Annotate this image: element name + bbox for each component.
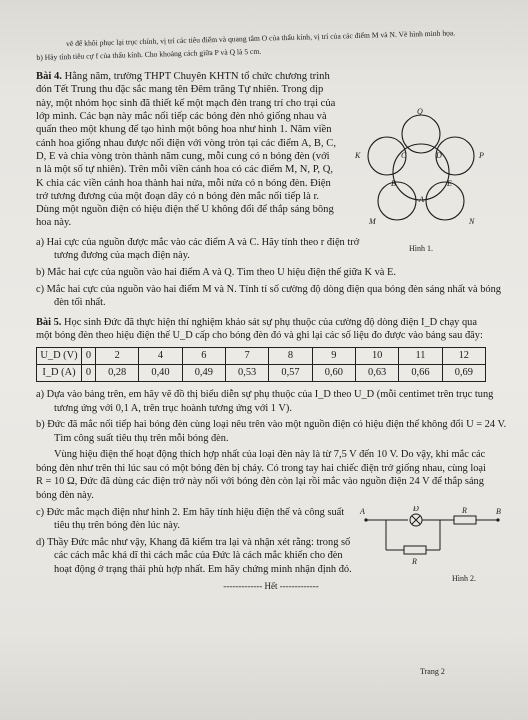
table-cell: 6 <box>182 347 225 364</box>
resistor-2 <box>404 546 426 554</box>
problem4-question-c: c) Mắc hai cực của nguồn vào hai điểm M và N. Tính tỉ số cường độ dòng điện qua bóng đèn sáng nhất và bóng đèn tối nhất. <box>36 283 501 309</box>
problem4 <box>36 70 506 310</box>
label-P: P <box>479 151 484 161</box>
label-Q: Q <box>417 107 423 117</box>
petal-bottom-right <box>426 182 464 220</box>
table-cell: 8 <box>269 347 312 364</box>
problem4-question-b: b) Mắc hai cực của nguồn vào hai điểm A và Q. Tìm theo U hiệu điện thế giữa K và E. <box>36 266 396 278</box>
figure-1-caption: Hình 1. <box>409 244 433 254</box>
problem3-tail <box>36 27 501 62</box>
problem5 <box>36 316 506 594</box>
end-marker: ------------- Hết ------------- <box>223 580 319 591</box>
problem5-bottom <box>36 505 506 584</box>
table-cell: 4 <box>139 347 182 364</box>
problem5-text: Học sinh Đức đã thực hiện thí nghiệm khảo sát sự phụ thuộc của cường độ dòng điện I_D chạy qua một bóng đèn theo hiệu điện thế U_D cấp cho bóng đèn đó và ghi lại các số liệu đo được vào bảng sau đây: <box>36 316 483 342</box>
problem5-question-d: d) Thầy Đức mắc như vậy, Khang đã kiểm tra lại và nhận xét rằng: trong số các cách mắc khả dĩ thì cách mắc của Đức là cách mắc khiến cho đèn hoạt động ở trạng thái phù hợp nhất. Em hãy chứng minh nhận định đó. <box>36 536 352 576</box>
problem3-question-b: b) Hãy tính tiêu cự f của thấu kính. Cho khoảng cách giữa P và Q là 5 cm. <box>36 46 262 62</box>
table-cell: 0 <box>82 347 96 364</box>
problem5-question-b: b) Đức đã mắc nối tiếp hai bóng đèn cùng loại nêu trên vào một nguồn điện có hiệu điện thế không đổi U = 24 V. Tìm công suất tiêu thụ trên mỗi bóng đèn. <box>36 419 507 444</box>
label2-A: A <box>360 506 365 516</box>
resistor-1 <box>454 516 476 524</box>
table-row <box>37 364 486 381</box>
table-cell: 0,28 <box>96 364 139 381</box>
label-E: E <box>447 179 452 189</box>
flower-circuit-diagram <box>351 106 491 236</box>
table-cell: 12 <box>442 347 485 364</box>
page-number: Trang 2 <box>420 667 445 676</box>
problem4-intro <box>36 70 336 230</box>
problem5-title: Bài 5. <box>36 316 62 328</box>
figure-2 <box>356 506 506 586</box>
label-C: C <box>401 151 407 161</box>
table-cell: 0 <box>82 364 96 381</box>
label2-R2: R <box>412 556 417 566</box>
label2-B: B <box>496 506 501 516</box>
table-cell: 0,66 <box>399 364 442 381</box>
label2-R1: R <box>462 505 467 515</box>
petal-top <box>402 115 440 153</box>
problem3-text: vẽ để khôi phục lại trục chính, vị trí các tiêu điểm và quang tâm O của thấu kính, vị trí của các điểm M và N. Vẽ hình minh họa. <box>65 28 456 49</box>
table-cell: 0,57 <box>269 364 312 381</box>
problem4-text: Hằng năm, trường THPT Chuyên KHTN tổ chức chương trình đón Tết Trung thu đặc sắc mang tên Đêm trăng Tự nhiên. Trong dịp này, một nhóm học sinh đã thiết kế một mạch đèn trang trí cho trại của lớp mình. Các bạn này mắc nối tiếp các bóng đèn nhỏ giống nhau và quấn theo một khung để tạo hình một bông hoa như hình 1. Năm viền cánh hoa giống nhau được nối điện với vòng tròn tại các điểm A, B, C, D, E và chia vòng tròn thành năm cung, mỗi cung có n bóng đèn (với n là một số tự nhiên). Trên mỗi viền cánh hoa có các điểm M, N, P, Q, K chia các viền cánh hoa thành hai nửa, mỗi nửa có n bóng đèn. Điện trở tương đương của một đoạn dây có n bóng đèn mắc nối tiếp là r. Dùng một nguồn điện có hiệu điện thế U không đổi để thắp sáng bông hoa này. <box>36 71 336 229</box>
label2-D: Đ <box>413 505 419 513</box>
problem4-question-a: a) Hai cực của nguồn được mắc vào các điểm A và C. Hãy tính theo r điện trở tương đương của mạch điện này. <box>36 236 360 262</box>
label-K: K <box>355 151 361 161</box>
label-D: D <box>436 151 442 161</box>
problem5-paragraph: Vùng hiệu điện thế hoạt động thích hợp nhất của loại đèn này là từ 7,5 V đến 10 V. Do vậy, khi mắc các bóng đèn như trên thì lúc sau có một bóng đèn bị cháy. Có trong tay hai chiếc điện trở giống nhau, cùng loại R = 10 Ω, Đức đã dùng các điện trở này nối với bóng đèn còn lại rồi mắc vào nguồn điện 24 V để thắp sáng bóng đèn này. <box>36 449 486 502</box>
figure-2-caption: Hình 2. <box>452 574 476 584</box>
label-N: N <box>469 217 475 227</box>
problem5-question-c: c) Đức mắc mạch điện như hình 2. Em hãy tính hiệu điện thế và công suất tiêu thụ trên bóng đèn lúc này. <box>36 506 345 532</box>
label-B: B <box>391 179 396 189</box>
problem5-intro <box>36 316 491 343</box>
table-cell: 7 <box>225 347 268 364</box>
table-cell: 0,60 <box>312 364 355 381</box>
measurement-table <box>36 347 486 382</box>
table-row-header: U_D (V) <box>37 347 82 364</box>
label-A: A <box>419 195 424 205</box>
petal-bottom-left <box>378 182 416 220</box>
page-content <box>36 28 507 596</box>
problem5-question-a: a) Dựa vào bảng trên, em hãy vẽ đồ thị biểu diễn sự phụ thuộc của I_D theo U_D (mỗi centimet trên trục tung tương ứng với 0,1 A, trên trục hoành tương ứng với 1 V). <box>36 388 494 414</box>
table-cell: 0,69 <box>442 364 485 381</box>
table-cell: 0,63 <box>355 364 398 381</box>
table-row <box>37 347 486 364</box>
table-cell: 0,53 <box>225 364 268 381</box>
table-cell: 10 <box>355 347 398 364</box>
problem4-title: Bài 4. <box>36 71 62 83</box>
table-row-header: I_D (A) <box>37 364 82 381</box>
label-M: M <box>369 217 376 227</box>
table-cell: 11 <box>399 347 442 364</box>
circuit-diagram-2 <box>356 506 506 566</box>
figure-1 <box>351 106 491 256</box>
table-cell: 2 <box>96 347 139 364</box>
table-cell: 0,49 <box>182 364 225 381</box>
table-cell: 0,40 <box>139 364 182 381</box>
table-cell: 9 <box>312 347 355 364</box>
